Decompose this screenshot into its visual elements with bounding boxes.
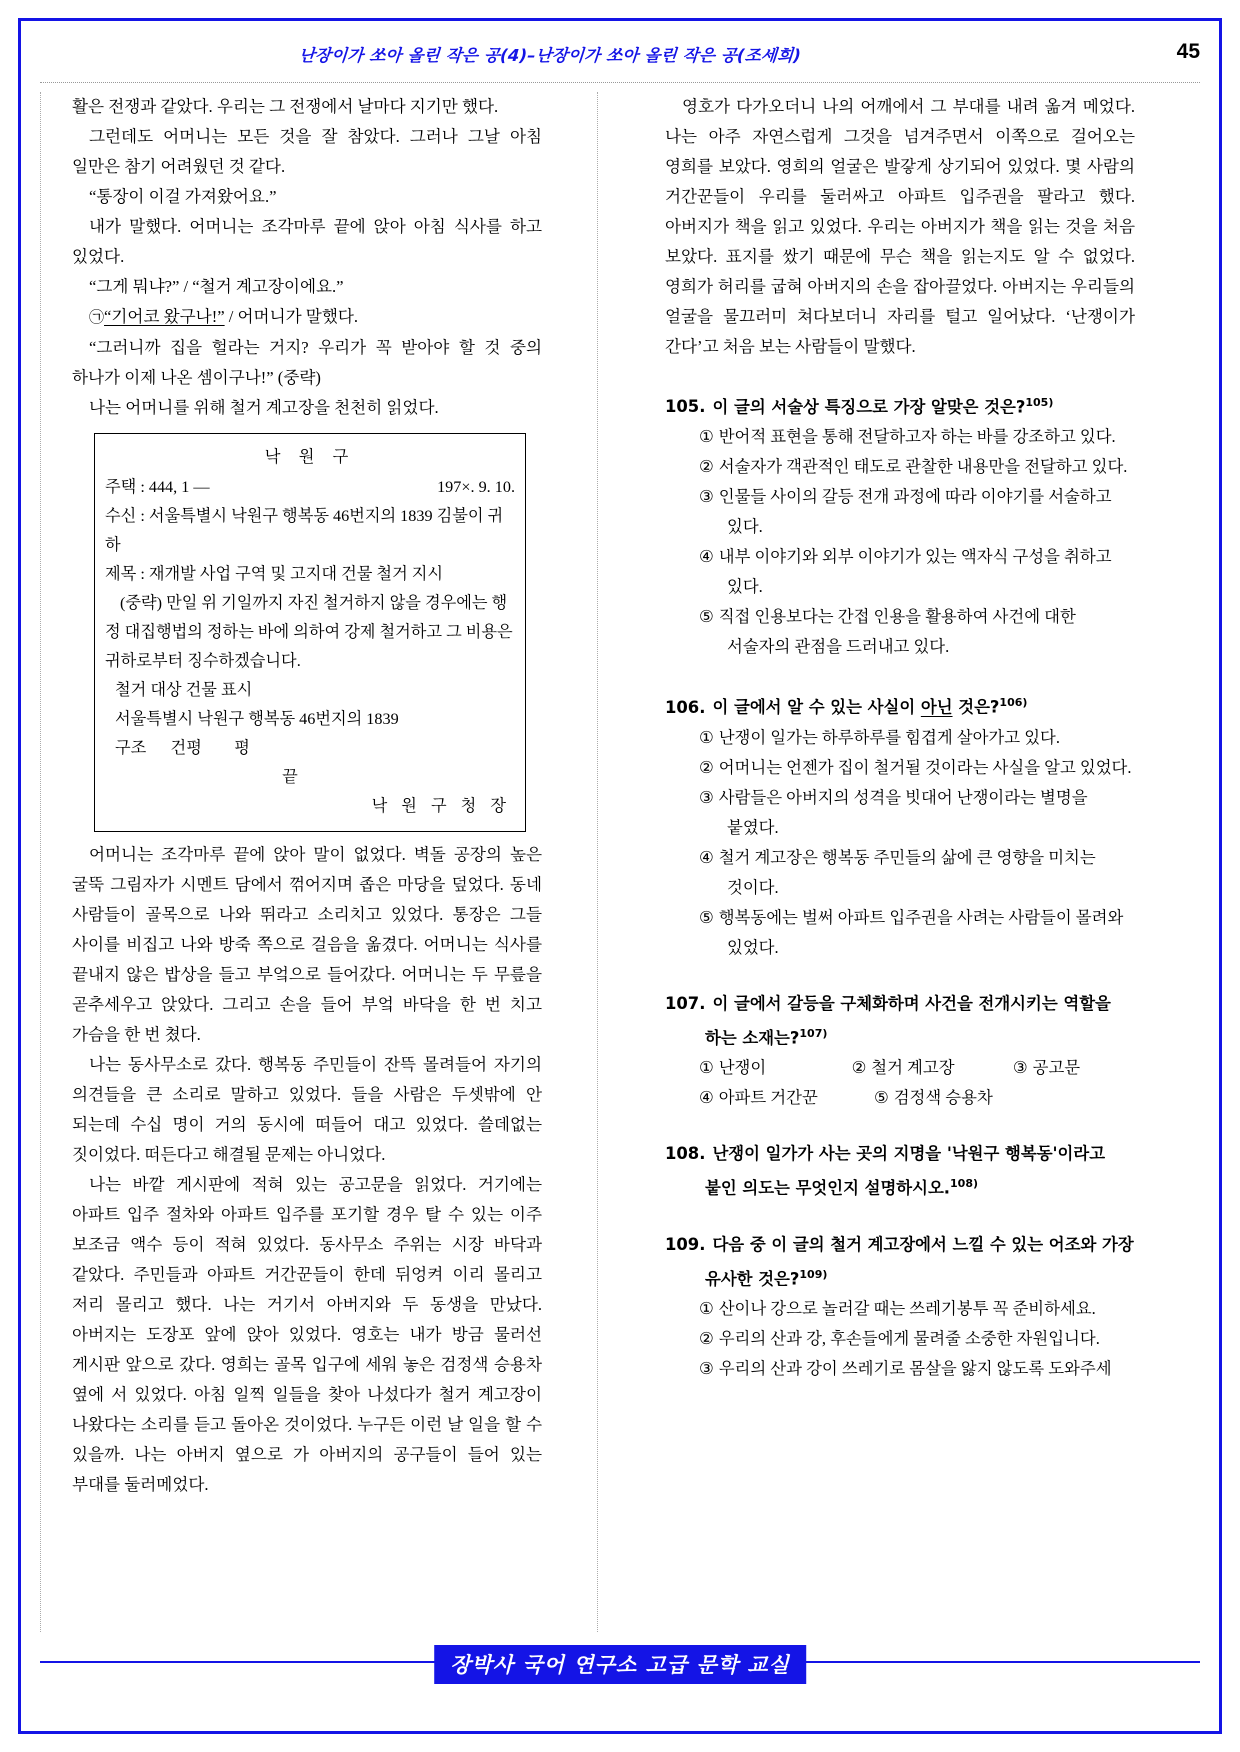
header-divider bbox=[40, 82, 1200, 83]
dialogue-tail: / 어머니가 말했다. bbox=[224, 307, 359, 326]
question-106-choice-4[interactable] bbox=[665, 843, 1135, 903]
question-107-choice-1[interactable] bbox=[699, 1053, 852, 1083]
question-105-choice-2[interactable] bbox=[665, 452, 1135, 482]
passage-paragraph: 그런데도 어머니는 모든 것을 잘 참았다. 그러나 그날 아침 일만은 참기 어려웠던 것 같다. bbox=[72, 127, 542, 176]
notice-housing-number: 주택 : 444, 1 — bbox=[105, 478, 210, 496]
question-106-footnote: 106) bbox=[999, 696, 1028, 710]
choice-text: 인물들 사이의 갈등 전개 과정에 따라 이야기를 서술하고 있다. bbox=[718, 487, 1112, 537]
question-107-choices-row-2 bbox=[665, 1083, 1135, 1113]
choice-text: 철거 계고장은 행복동 주민들의 삶에 큰 영향을 미치는 것이다. bbox=[718, 847, 1096, 897]
question-108-stem bbox=[665, 1139, 1135, 1203]
choice-text: 서술자가 객관적인 태도로 관찰한 내용만을 전달하고 있다. bbox=[718, 457, 1128, 477]
notice-body: (중략) 만일 위 기일까지 자진 철거하지 않을 경우에는 행정 대집행법의 정하는 바에 의하여 강제 철거하고 그 비용은 귀하로부터 징수하겠습니다. bbox=[105, 594, 517, 670]
choice-marker: ⑤ bbox=[874, 1088, 889, 1108]
passage-paragraph: 나는 동사무소로 갔다. 행복동 주민들이 잔뜩 몰려들어 자기의 의견들을 큰 소리로 말하고 있었다. 들을 사람은 두셋밖에 안 되는데 수십 명이 거의 동시에 떠들어 대고 있었다. 쓸데없는 짓이었다. 떠든다고 해결될 문제는 아니었다. bbox=[72, 1055, 542, 1164]
choice-text: 반어적 표현을 통해 전달하고자 하는 바를 강조하고 있다. bbox=[718, 427, 1116, 447]
narration-line: 나는 어머니를 위해 철거 계고장을 천천히 읽었다. bbox=[89, 398, 439, 417]
notice-date: 197×. 9. 10. bbox=[437, 478, 515, 496]
question-109-number: 109. bbox=[665, 1234, 706, 1254]
choice-text: 산이나 강으로 놀러갈 때는 쓰레기봉투 꼭 준비하세요. bbox=[718, 1299, 1096, 1319]
question-107-footnote: 107) bbox=[799, 1026, 828, 1040]
choice-marker: ① bbox=[699, 1058, 714, 1078]
notice-subject: 제목 : 재개발 사업 구역 및 고지대 건물 철거 지시 bbox=[105, 565, 444, 583]
choice-marker: ③ bbox=[699, 487, 714, 507]
choice-text: 철거 계고장 bbox=[871, 1058, 955, 1078]
notice-meta-row bbox=[105, 473, 515, 502]
question-108-footnote: 108) bbox=[950, 1177, 979, 1191]
question-109-choice-1[interactable] bbox=[665, 1294, 1135, 1324]
dialogue-line-marked bbox=[72, 302, 542, 333]
center-column-rule bbox=[597, 92, 598, 1632]
choice-marker: ④ bbox=[699, 547, 714, 567]
choice-text: 난쟁이 bbox=[718, 1058, 767, 1078]
dialogue-line: “그러니까 집을 헐라는 거지? 우리가 꼭 받아야 할 것 중의 하나가 이제 나온 셈이구나!” (중략) bbox=[72, 338, 542, 387]
header-title: 난장이가 쏘아 올린 작은 공(4)–난장이가 쏘아 올린 작은 공(조세희) bbox=[298, 46, 802, 65]
annotation-marker-circle-1: ㉠ bbox=[89, 310, 105, 326]
notice-end-mark: 끝 bbox=[282, 768, 298, 786]
choice-text: 공고문 bbox=[1032, 1058, 1081, 1078]
question-106-choice-2[interactable] bbox=[665, 753, 1135, 783]
question-109-choice-2[interactable] bbox=[665, 1324, 1135, 1354]
choice-marker: ⑤ bbox=[699, 907, 714, 927]
choice-marker: ④ bbox=[699, 1088, 714, 1108]
notice-signer: 낙 원 구 청 장 bbox=[371, 797, 511, 815]
question-106-text-post: 것은? bbox=[952, 697, 1000, 717]
choice-marker: ② bbox=[699, 757, 714, 777]
choice-text: 검정색 승용차 bbox=[893, 1088, 993, 1108]
choice-marker: ③ bbox=[699, 1359, 714, 1379]
question-106-choice-1[interactable] bbox=[665, 723, 1135, 753]
question-106-number: 106. bbox=[665, 697, 706, 717]
choice-text: 사람들은 아버지의 성격을 빗대어 난쟁이라는 별명을 붙였다. bbox=[718, 787, 1088, 837]
notice-recipient: 수신 : 서울특별시 낙원구 행복동 46번지의 1839 김불이 귀하 bbox=[105, 507, 504, 554]
choice-text: 아파트 거간꾼 bbox=[718, 1088, 818, 1108]
question-105-choice-5[interactable] bbox=[665, 602, 1135, 662]
page-header bbox=[40, 40, 1200, 82]
passage-paragraph: 어머니는 조각마루 끝에 앉아 말이 없었다. 벽돌 공장의 높은 굴뚝 그림자가 시멘트 담에서 꺾어지며 좁은 마당을 덮었다. 동네 사람들이 골목으로 나와 뛰라고 소리치고 있었다. 통장은 그들 사이를 비집고 나와 방죽 쪽으로 걸음을 옮겼다. 어머니는 식사를 끝내지 않은 밥상을 들고 부엌으로 들어갔다. 어머니는 두 무릎을 곧추세우고 앉았다. 그리고 손을 들어 부엌 바닥을 한 번 치고 가슴을 한 번 쳤다. bbox=[72, 845, 542, 1044]
choice-marker: ⑤ bbox=[699, 607, 714, 627]
notice-target-label: 철거 대상 건물 표시 bbox=[115, 681, 253, 699]
question-106-choice-3[interactable] bbox=[665, 783, 1135, 843]
question-109 bbox=[665, 1230, 1135, 1384]
page-number: 45 bbox=[1176, 40, 1200, 63]
question-107-choice-3[interactable] bbox=[1013, 1053, 1135, 1083]
question-105-choice-1[interactable] bbox=[665, 422, 1135, 452]
notice-title: 낙 원 구 bbox=[264, 447, 356, 466]
choice-text: 직접 인용보다는 간접 인용을 활용하여 사건에 대한 서술자의 관점을 드러내고 있다. bbox=[718, 607, 1076, 657]
passage-paragraph: 나는 바깥 게시판에 적혀 있는 공고문을 읽었다. 거기에는 아파트 입주 절차와 아파트 입주를 포기할 경우 탈 수 있는 이주 보조금 액수 등이 적혀 있었다. 동사무소 주위는 시장 바닥과 같았다. 주민들과 아파트 거간꾼들이 한데 뒤엉켜 이리 몰리고 저리 몰리고 했다. 나는 거기서 아버지와 두 동생을 만났다. 아버지는 도장포 앞에 앉아 있었다. 영호는 내가 방금 물러선 게시판 앞으로 갔다. 영희는 골목 입구에 세워 놓은 검정색 승용차 옆에 서 있었다. 아침 일찍 일들을 찾아 나섰다가 철거 계고장이 나왔다는 소리를 듣고 돌아온 것이었다. 누구든 이런 날 일을 할 수 있을까. 나는 아버지 옆으로 가 아버지의 공구들이 들어 있는 부대를 둘러메었다. bbox=[72, 1175, 542, 1494]
choice-marker: ③ bbox=[699, 787, 714, 807]
question-109-text: 다음 중 이 글의 철거 계고장에서 느낄 수 있는 어조와 가장 유사한 것은? bbox=[705, 1234, 1134, 1289]
question-105-text: 이 글의 서술상 특징으로 가장 알맞은 것은? bbox=[712, 397, 1026, 417]
question-106-text-pre: 이 글에서 알 수 있는 사실이 bbox=[712, 697, 921, 717]
choice-marker: ② bbox=[699, 457, 714, 477]
two-column-layout bbox=[40, 92, 1200, 1632]
dialogue-line: “통장이 이걸 가져왔어요.” bbox=[89, 187, 277, 206]
question-105 bbox=[665, 388, 1135, 662]
question-106-stem bbox=[665, 688, 1135, 722]
question-105-choice-4[interactable] bbox=[665, 542, 1135, 602]
question-105-footnote: 105) bbox=[1025, 396, 1054, 409]
question-109-footnote: 109) bbox=[799, 1267, 828, 1281]
question-108-text: 난쟁이 일가가 사는 곳의 지명을 '낙원구 행복동'이라고 붙인 의도는 무엇인지 설명하시오. bbox=[705, 1144, 1106, 1198]
left-column bbox=[72, 92, 542, 1632]
choice-marker: ① bbox=[699, 727, 714, 747]
choice-marker: ④ bbox=[699, 847, 714, 867]
notice-target-address: 서울특별시 낙원구 행복동 46번지의 1839 bbox=[115, 710, 399, 728]
question-107-stem bbox=[665, 989, 1135, 1053]
choice-text: 행복동에는 벌써 아파트 입주권을 사려는 사람들이 몰려와 있었다. bbox=[718, 907, 1124, 957]
question-107-number: 107. bbox=[665, 993, 706, 1013]
question-106-negation: 아닌 bbox=[920, 697, 953, 717]
narration-line: 내가 말했다. 어머니는 조각마루 끝에 앉아 아침 식사를 하고 있었다. bbox=[72, 217, 542, 266]
question-107-text: 이 글에서 갈등을 구체화하며 사건을 전개시키는 역할을 하는 소재는? bbox=[705, 993, 1111, 1048]
question-107-choice-2[interactable] bbox=[852, 1053, 1013, 1083]
demolition-notice-box bbox=[94, 433, 526, 832]
question-109-stem bbox=[665, 1230, 1135, 1294]
choice-marker: ① bbox=[699, 1299, 714, 1319]
question-107-choice-4[interactable] bbox=[699, 1083, 874, 1113]
notice-structure-row: 구조 건평 평 bbox=[115, 739, 250, 757]
footer-banner: 장박사 국어 연구소 고급 문학 교실 bbox=[434, 1645, 806, 1684]
passage-paragraph: 활은 전쟁과 같았다. 우리는 그 전쟁에서 날마다 지기만 했다. bbox=[72, 97, 499, 116]
underlined-quote: “기어코 왔구나!” bbox=[104, 307, 225, 326]
question-106 bbox=[665, 688, 1135, 962]
choice-marker: ③ bbox=[1012, 1058, 1028, 1078]
question-105-stem bbox=[665, 388, 1135, 422]
question-107-choices-row-1 bbox=[665, 1053, 1135, 1083]
choice-text: 어머니는 언젠가 집이 철거될 것이라는 사실을 알고 있었다. bbox=[718, 757, 1132, 777]
choice-text: 우리의 산과 강이 쓰레기로 몸살을 앓지 않도록 도와주세 bbox=[718, 1359, 1112, 1379]
question-105-choice-3[interactable] bbox=[665, 482, 1135, 542]
left-column-rule bbox=[40, 92, 41, 1632]
choice-marker: ② bbox=[699, 1329, 714, 1349]
question-108-number: 108. bbox=[665, 1144, 706, 1164]
right-column bbox=[665, 92, 1135, 1632]
choice-text: 난쟁이 일가는 하루하루를 힘겹게 살아가고 있다. bbox=[718, 727, 1060, 747]
choice-marker: ② bbox=[851, 1058, 867, 1078]
question-107-choice-5[interactable] bbox=[874, 1083, 1059, 1113]
choice-text: 내부 이야기와 외부 이야기가 있는 액자식 구성을 취하고 있다. bbox=[718, 547, 1112, 597]
choice-marker: ① bbox=[699, 427, 714, 447]
passage-paragraph: 영호가 다가오더니 나의 어깨에서 그 부대를 내려 옮겨 메었다. 나는 아주 자연스럽게 그것을 넘겨주면서 이쪽으로 걸어오는 영희를 보았다. 영희의 얼굴은 발갛게 상기되어 있었다. 몇 사람의 거간꾼들이 우리를 둘러싸고 아파트 입주권을 팔라고 했다. 아버지가 책을 읽고 있었다. 우리는 아버지가 책을 읽는 것을 처음 보았다. 표지를 쌌기 때문에 무슨 책을 읽는지도 알 수 없었다. 영희가 허리를 굽혀 아버지의 손을 잡아끌었다. 아버지는 우리들의 얼굴을 물끄러미 쳐다보더니 자리를 털고 일어났다. ‘난쟁이가 간다’고 처음 보는 사람들이 말했다. bbox=[665, 97, 1135, 356]
choice-text: 우리의 산과 강, 후손들에게 물려줄 소중한 자원입니다. bbox=[718, 1329, 1100, 1349]
question-105-number: 105. bbox=[665, 397, 706, 417]
question-106-choice-5[interactable] bbox=[665, 903, 1135, 963]
dialogue-line: “그게 뭐냐?” / “철거 계고장이에요.” bbox=[89, 277, 344, 296]
question-108 bbox=[665, 1139, 1135, 1203]
question-107 bbox=[665, 989, 1135, 1113]
question-109-choice-3[interactable] bbox=[665, 1354, 1135, 1384]
